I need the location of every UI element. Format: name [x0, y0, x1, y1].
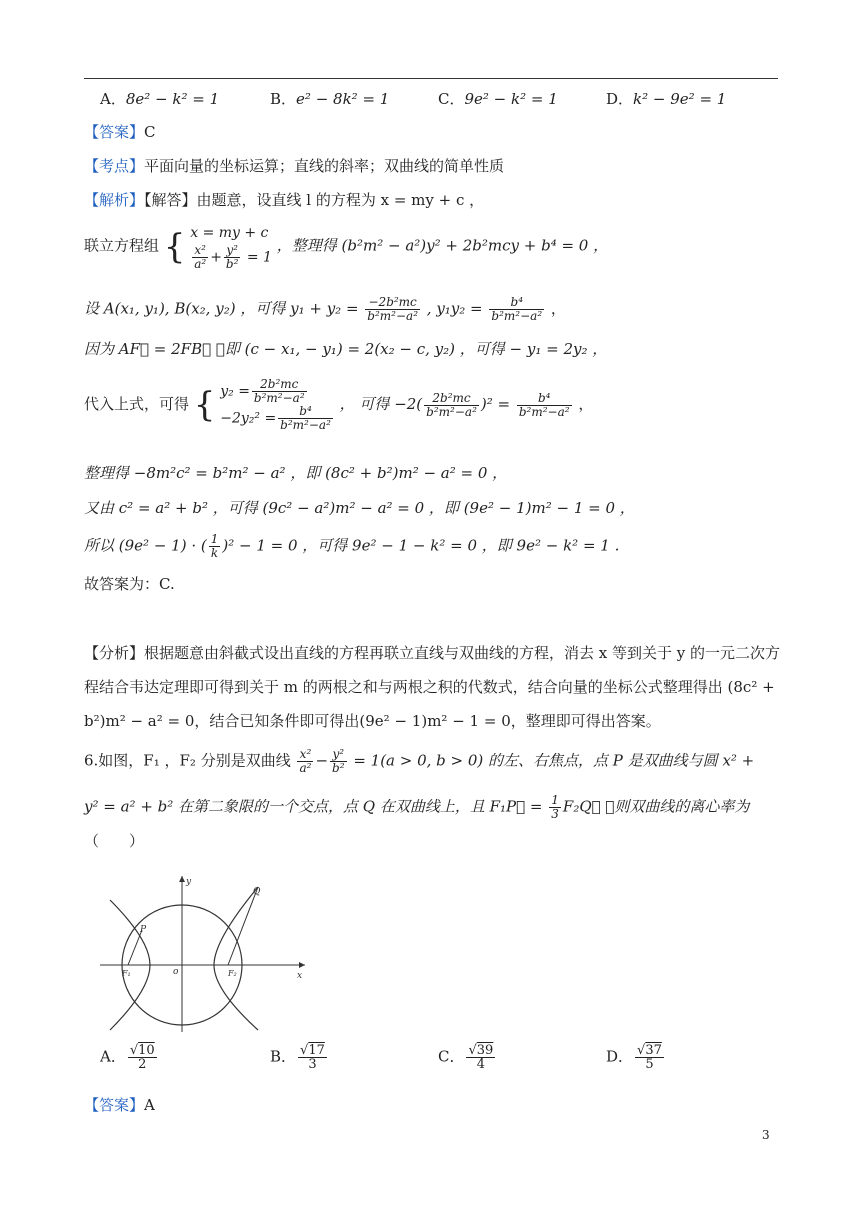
- lianli-line: 联立方程组 { x = my + c $\frac{\text{x²}}{\text{a²}}$ + $\frac{\text{y²}}{\text{b²}}$ = 1 ，整理得 (b²m² − a²)y² + 2b²mcy + b⁴ = 0 ，: [84, 225, 609, 271]
- x-axis-label: x: [297, 971, 303, 981]
- dairu-line: 代入上式，可得 { y₂ = $\frac{\text{2b²mc}}{\text{b²m²−a²}}$ −2y₂² = $\frac{\text{b⁴}}{\text{b²m²−a²}}$ ， 可得 −2( $\frac{\text{2b²mc}}{\text{b²m²−a²}}$ )² = $\frac{\text{b⁴}}{\text{b²m²−a²}}$ ，: [84, 377, 594, 432]
- point-p-label: P: [140, 925, 147, 935]
- q6-stem-line1: 6.如图，F₁ ，F₂ 分别是双曲线 $\frac{\text{x²}}{\text{a²}}$ − $\frac{\text{y²}}{\text{b²}}$ = 1(a > 0, b > 0) 的左、右焦点，点 P 是双曲线与圆 x² +: [84, 747, 755, 775]
- y-axis-label: y: [186, 877, 192, 887]
- header-rule: [84, 78, 778, 79]
- q6-option-a: A． $\frac{√10}{2}$: [100, 1043, 155, 1072]
- youyou-line: 又由 c² = a² + b² ，可得 (9c² − a²)m² − a² = 0 ，即 (9e² − 1)m² − 1 = 0 ，: [84, 499, 635, 517]
- point-q-label: Q: [253, 887, 261, 897]
- hyperbola-circle-figure: [100, 872, 312, 1032]
- q6-paren: （ ）: [84, 832, 145, 850]
- q6-option-d: D． $\frac{√37}{5}$: [606, 1043, 662, 1072]
- option-d: D．k² − 9e² = 1: [606, 90, 727, 108]
- kaodian-line: 【考点】平面向量的坐标运算；直线的斜率；双曲线的简单性质: [84, 157, 505, 175]
- option-c: C．9e² − k² = 1: [438, 90, 558, 108]
- page-number: 3: [762, 1128, 770, 1142]
- jiexi-line: 【解析】【解答】由题意，设直线 l 的方程为 x = my + c ，: [84, 191, 485, 209]
- focus-f1-label: F₁: [122, 969, 131, 978]
- q6-stem-line2: y² = a² + b² 在第二象限的一个交点，点 Q 在双曲线上，且 F₁P⃗ = $\frac{1}{3}$ F₂Q⃗ ，则双曲线的离心率为: [84, 793, 750, 821]
- q6-option-b: B． $\frac{√17}{3}$: [270, 1043, 325, 1072]
- yinwei-line: 因为 AF⃗ = 2FB⃗ ，即 (c − x₁, − y₁) = 2(x₂ − c, y₂) ，可得 − y₁ = 2y₂ ，: [84, 340, 608, 358]
- answer-line: 【答案】C: [84, 123, 156, 141]
- she-line: 设 A(x₁, y₁), B(x₂, y₂) ，可得 y₁ + y₂ = $\frac{\text{−2b²mc}}{\text{b²m²−a²}}$ , y₁y₂ = $\frac{\text{b⁴}}{\text{b²m²−a²}}$ ，: [84, 295, 566, 323]
- guda-line: 故答案为：C.: [84, 575, 175, 593]
- suoyi-line: 所以 (9e² − 1) · ( $\frac{1}{k}$ )² − 1 = 0 ，可得 9e² − 1 − k² = 0 ，即 9e² − k² = 1 .: [84, 532, 620, 560]
- origin-label: o: [173, 967, 179, 977]
- focus-f2-label: F₂: [228, 969, 237, 978]
- option-a: A．8e² − k² = 1: [100, 90, 220, 108]
- option-b: B．e² − 8k² = 1: [270, 90, 390, 108]
- q6-answer-line: 【答案】A: [84, 1096, 155, 1114]
- fenxi-paragraph: 【分析】根据题意由斜截式设出直线的方程再联立直线与双曲线的方程，消去 x 等到关于 y 的一元二次方程结合韦达定理即可得到关于 m 的两根之和与两根之积的代数式，结合向量的坐标公式整理得出 (8c² + b²)m² − a² = 0，结合已知条件即可得出(9e² − 1)m² − 1 = 0，整理即可得出答案。: [84, 644, 781, 730]
- zhengli-line: 整理得 −8m²c² = b²m² − a² ，即 (8c² + b²)m² − a² = 0 ，: [84, 464, 508, 482]
- q6-option-c: C． $\frac{√39}{4}$: [438, 1043, 494, 1072]
